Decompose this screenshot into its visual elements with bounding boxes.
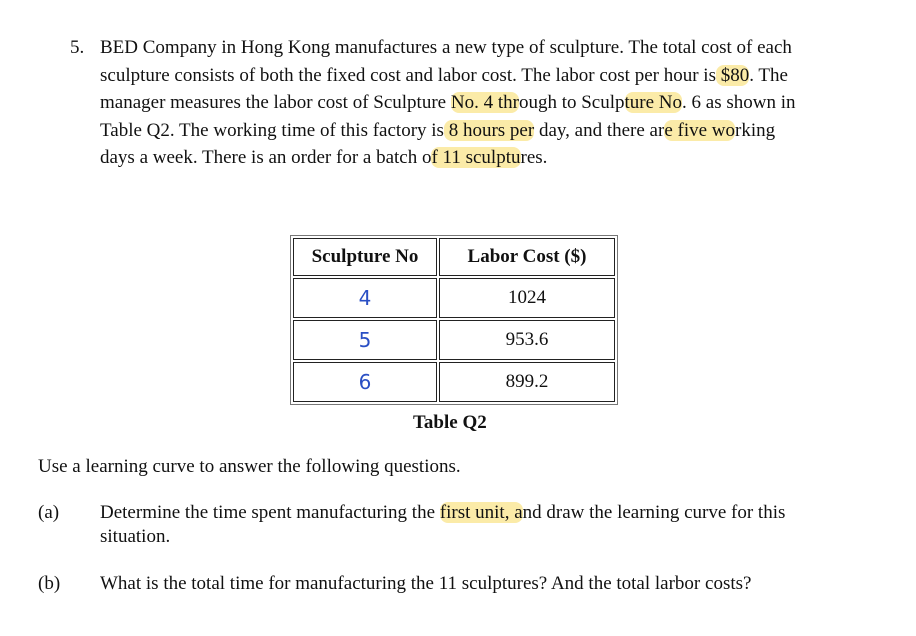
header-labor-cost: Labor Cost ($) xyxy=(439,238,615,276)
highlighted-text: first unit, a xyxy=(439,502,523,523)
table-row xyxy=(293,362,615,402)
part-b-label: (b) xyxy=(38,573,61,594)
labor-cost: 953.6 xyxy=(439,320,615,360)
text-segment: ough to Sculp xyxy=(518,92,625,113)
highlighted-text: No. 4 thr xyxy=(450,92,519,113)
question-line xyxy=(100,120,775,142)
sculpture-no-handwritten: 5 xyxy=(293,320,437,360)
labor-cost-table xyxy=(290,235,618,405)
question-number: 5. xyxy=(70,37,85,58)
highlighted-text: 8 hours per xyxy=(443,119,535,141)
text-segment: day, and there ar xyxy=(534,119,665,141)
table-row xyxy=(293,320,615,360)
part-a-label: (a) xyxy=(38,502,60,523)
sculpture-no-handwritten: 6 xyxy=(293,362,437,402)
instruction: Use a learning curve to answer the following questions. xyxy=(38,456,461,477)
text-segment: . The xyxy=(749,64,788,86)
text-segment: Table Q2. The working time of this factory is xyxy=(100,119,444,141)
text-segment: sculpture consists of both the fixed cost and labor cost. The labor cost per hour is xyxy=(100,64,716,86)
header-sculpture-no: Sculpture No xyxy=(293,238,437,276)
highlighted-text: e five wo xyxy=(664,119,736,141)
text-segment: What is the total time for manufacturing the 11 sculptures? And the total larbor costs? xyxy=(100,573,752,594)
highlighted-text: f 11 sculptu xyxy=(431,147,521,168)
text-segment: . 6 as shown in xyxy=(682,92,796,113)
question-line xyxy=(100,147,547,169)
sculpture-no-handwritten: 4 xyxy=(293,278,437,318)
table-row xyxy=(293,278,615,318)
highlighted-text: $80 xyxy=(715,64,750,86)
highlighted-text: ture No xyxy=(624,92,683,113)
part-b-line xyxy=(100,573,751,595)
question-line xyxy=(100,37,792,59)
text-segment: situation. xyxy=(100,526,171,547)
part-a-line xyxy=(100,502,785,524)
text-segment: days a week. There is an order for a batch o xyxy=(100,147,432,168)
part-a-line xyxy=(100,526,170,548)
text-segment: nd draw the learning curve for this xyxy=(522,502,786,523)
text-segment: rking xyxy=(735,119,776,141)
table-caption: Table Q2 xyxy=(413,412,487,433)
text-segment: res. xyxy=(520,147,548,168)
text-segment: Determine the time spent manufacturing the xyxy=(100,502,440,523)
question-line xyxy=(100,65,788,87)
text-segment: BED Company in Hong Kong manufactures a new type of sculpture. The total cost of each xyxy=(100,37,792,58)
labor-cost: 1024 xyxy=(439,278,615,318)
text-segment: manager measures the labor cost of Sculpture xyxy=(100,92,451,113)
labor-cost: 899.2 xyxy=(439,362,615,402)
question-line xyxy=(100,92,796,114)
